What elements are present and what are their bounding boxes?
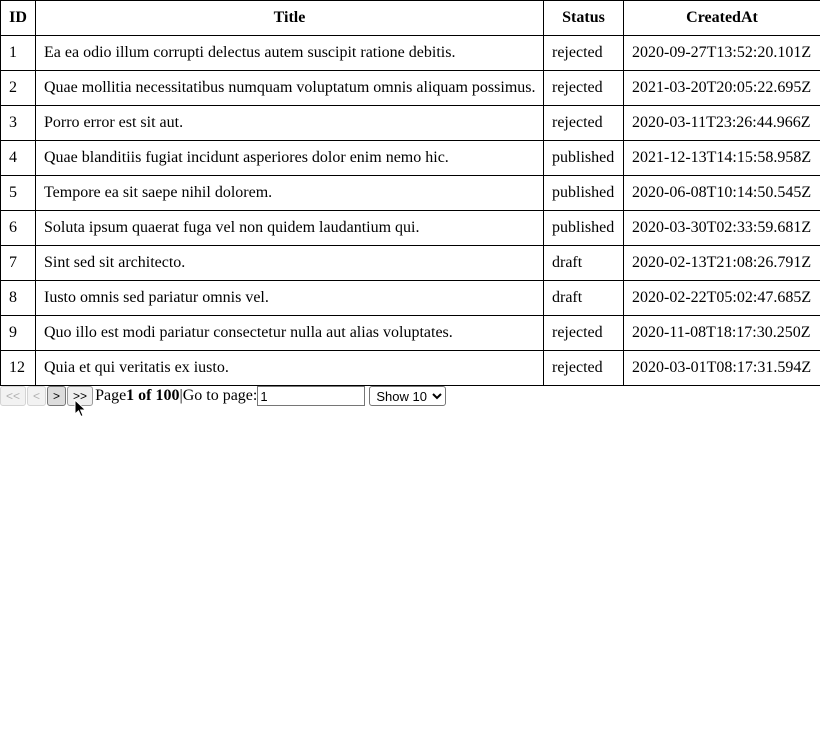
cell-createdat: 2021-03-20T20:05:22.695Z (624, 71, 820, 106)
cell-id: 8 (1, 281, 36, 316)
cell-title: Quae blanditiis fugiat incidunt asperiores dolor enim nemo hic. (36, 141, 544, 176)
goto-label: Go to page: (182, 387, 258, 404)
mouse-cursor-icon (74, 399, 88, 419)
cell-title: Quia et qui veritatis ex iusto. (36, 351, 544, 386)
cell-status: published (544, 141, 624, 176)
cell-createdat: 2020-06-08T10:14:50.545Z (624, 176, 820, 211)
table-row (1, 316, 820, 351)
table-row (1, 211, 820, 246)
column-header-title[interactable]: Title (36, 1, 544, 36)
table-row (1, 141, 820, 176)
table-row (1, 71, 820, 106)
first-page-button[interactable]: << (0, 386, 26, 406)
table-row (1, 176, 820, 211)
cell-title: Quae mollitia necessitatibus numquam voluptatum omnis aliquam possimus. (36, 71, 544, 106)
cell-status: rejected (544, 71, 624, 106)
cell-createdat: 2021-12-13T14:15:58.958Z (624, 141, 820, 176)
page-label: Page (95, 387, 127, 404)
goto-page-input[interactable] (257, 386, 365, 406)
column-header-status[interactable]: Status (544, 1, 624, 36)
page-size-select[interactable] (369, 386, 446, 406)
cell-status: draft (544, 246, 624, 281)
cell-id: 6 (1, 211, 36, 246)
column-header-createdat[interactable]: CreatedAt (624, 1, 820, 36)
cell-createdat: 2020-09-27T13:52:20.101Z (624, 36, 820, 71)
next-page-button[interactable]: > (47, 386, 66, 406)
cell-title: Ea ea odio illum corrupti delectus autem suscipit ratione debitis. (36, 36, 544, 71)
cell-id: 7 (1, 246, 36, 281)
cell-title: Soluta ipsum quaerat fuga vel non quidem laudantium qui. (36, 211, 544, 246)
cell-id: 12 (1, 351, 36, 386)
cell-id: 1 (1, 36, 36, 71)
cell-id: 9 (1, 316, 36, 351)
table-row (1, 281, 820, 316)
cell-status: rejected (544, 316, 624, 351)
cell-status: published (544, 211, 624, 246)
cell-createdat: 2020-03-11T23:26:44.966Z (624, 106, 820, 141)
cell-createdat: 2020-02-13T21:08:26.791Z (624, 246, 820, 281)
cell-title: Sint sed sit architecto. (36, 246, 544, 281)
cell-createdat: 2020-02-22T05:02:47.685Z (624, 281, 820, 316)
pagination-bar (0, 385, 446, 407)
cell-title: Quo illo est modi pariatur consectetur nulla aut alias voluptates. (36, 316, 544, 351)
table-header-row (1, 1, 820, 36)
cell-status: rejected (544, 106, 624, 141)
cell-createdat: 2020-03-30T02:33:59.681Z (624, 211, 820, 246)
cell-status: rejected (544, 36, 624, 71)
last-page-button[interactable]: >> (67, 386, 93, 406)
cell-title: Porro error est sit aut. (36, 106, 544, 141)
cell-title: Iusto omnis sed pariatur omnis vel. (36, 281, 544, 316)
cell-title: Tempore ea sit saepe nihil dolorem. (36, 176, 544, 211)
table-row (1, 36, 820, 71)
separator: | (179, 387, 183, 404)
cell-status: rejected (544, 351, 624, 386)
cell-id: 3 (1, 106, 36, 141)
cell-id: 4 (1, 141, 36, 176)
column-header-id[interactable]: ID (1, 1, 36, 36)
cell-id: 2 (1, 71, 36, 106)
page-info: 1 of 100 (126, 387, 180, 404)
cell-id: 5 (1, 176, 36, 211)
table-row (1, 351, 820, 386)
cell-status: draft (544, 281, 624, 316)
cell-createdat: 2020-11-08T18:17:30.250Z (624, 316, 820, 351)
previous-page-button[interactable]: < (27, 386, 46, 406)
table-row (1, 106, 820, 141)
table-row (1, 246, 820, 281)
cell-createdat: 2020-03-01T08:17:31.594Z (624, 351, 820, 386)
cell-status: published (544, 176, 624, 211)
